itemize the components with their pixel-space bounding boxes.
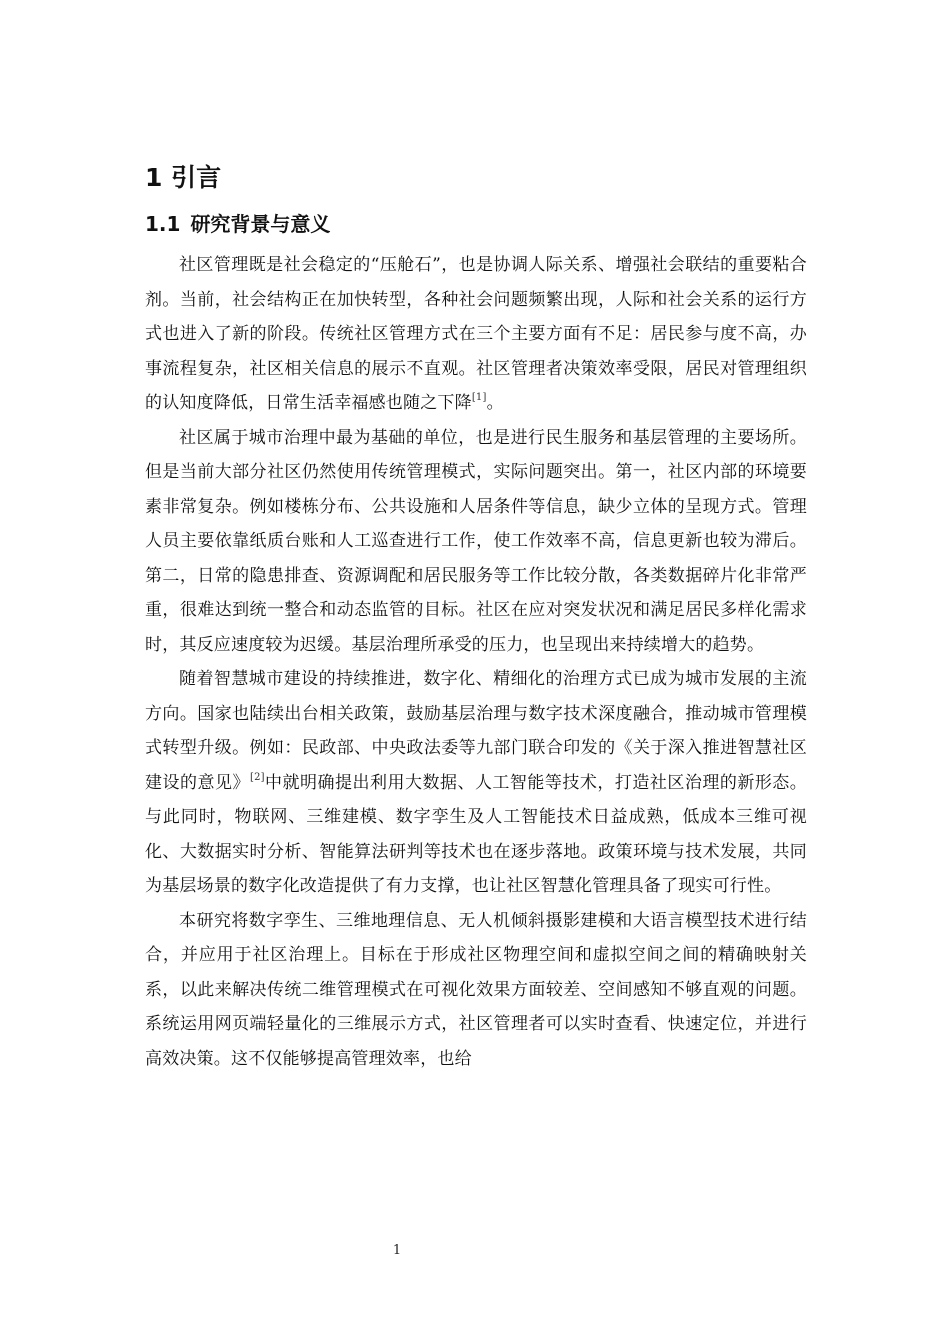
citation-1[interactable]: [1] [471, 392, 487, 403]
page-content [145, 160, 807, 1076]
paragraph-text: 社区管理既是社会稳定的“压舱石”，也是协调人际关系、增强社会联结的重要粘合剂。当前，社会结构正在加快转型，各种社会问题频繁出现，人际和社会关系的运行方式也进入了新的阶段。传统社区管理方式在三个主要方面有不足：居民参与度不高，办事流程复杂，社区相关信息的展示不直观。社区管理者决策效率受限，居民对管理组织的认知度降低，日常生活幸福感也随之下降 [145, 255, 807, 413]
paragraph-1 [145, 248, 807, 421]
paragraph-text: 随着智慧城市建设的持续推进，数字化、精细化的治理方式已成为城市发展的主流方向。国家也陆续出台相关政策，鼓励基层治理与数字技术深度融合，推动城市管理模式转型升级。例如：民政部、中央政法委等九部门联合印发的《关于深入推进智慧社区建设的意见》 [145, 669, 807, 793]
paragraph-text: 本研究将数字孪生、三维地理信息、无人机倾斜摄影建模和大语言模型技术进行结合，并应用于社区治理上。目标在于形成社区物理空间和虚拟空间之间的精确映射关系，以此来解决传统二维管理模式在可视化效果方面较差、空间感知不够直观的问题。系统运用网页端轻量化的三维展示方式，社区管理者可以实时查看、快速定位，并进行高效决策。这不仅能够提高管理效率，也给 [145, 910, 807, 1069]
paragraph-3 [145, 662, 807, 904]
section-title: 研究背景与意义 [190, 212, 331, 236]
section-number: 1.1 [145, 212, 181, 236]
section-heading [145, 208, 807, 240]
paragraph-4 [145, 904, 807, 1077]
paragraph-2 [145, 421, 807, 663]
citation-2[interactable]: [2] [249, 771, 265, 783]
chapter-heading: 1 引言 [145, 163, 222, 192]
page-number: 1 [392, 1243, 402, 1258]
paragraph-tail: 。 [486, 393, 504, 413]
paragraph-text: 社区属于城市治理中最为基础的单位，也是进行民生服务和基层管理的主要场所。但是当前大部分社区仍然使用传统管理模式，实际问题突出。第一，社区内部的环境要素非常复杂。例如楼栋分布、公共设施和人居条件等信息，缺少立体的呈现方式。管理人员主要依靠纸质台账和人工巡查进行工作，使工作效率不高，信息更新也较为滞后。第二，日常的隐患排查、资源调配和居民服务等工作比较分散，各类数据碎片化非常严重，很难达到统一整合和动态监管的目标。社区在应对突发状况和满足居民多样化需求时，其反应速度较为迟缓。基层治理所承受的压力，也呈现出来持续增大的趋势。 [145, 427, 807, 655]
paragraph-tail: 中就明确提出利用大数据、人工智能等技术，打造社区治理的新形态。与此同时，物联网、三维建模、数字孪生及人工智能技术日益成熟，低成本三维可视化、大数据实时分析、智能算法研判等技术也在逐步落地。政策环境与技术发展，共同为基层场景的数字化改造提供了有力支撑，也让社区智慧化管理具备了现实可行性。 [145, 772, 808, 896]
